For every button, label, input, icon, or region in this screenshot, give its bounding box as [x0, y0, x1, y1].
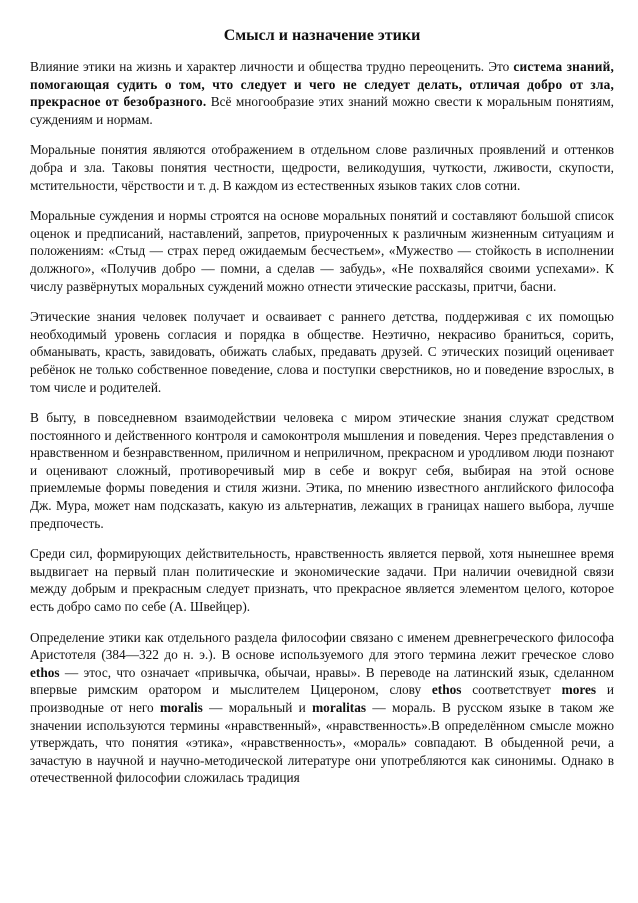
paragraph-7-text-d: и производные от него	[30, 682, 615, 715]
term-ethos: ethos	[30, 664, 60, 680]
paragraph-7	[30, 629, 614, 787]
paragraph-3: Моральные суждения и нормы строятся на основе моральных понятий и составляют большой список оценок и предписаний, наставлений, запретов, приуроченных к различным жизненным ситуациям и положениям: «Стыд — страх перед ожидаемым бесчестьем», «Мужество — стойкость в исполнении должного», «Получив добро — помни, а сделав — забудь», «Не похваляйся своими успехами». К числу развёрнутых моральных суждений можно отнести этические рассказы, притчи, басни.	[30, 208, 614, 294]
paragraph-2: Моральные понятия являются отображением в отдельном слове различных проявлений и оттенков добра и зла. Таковы понятия честности, щедрости, великодушия, чуткости, лживости, скупости, мстительности, чёрствости и т. д. В каждом из естественных языков таких слов сотни.	[30, 142, 614, 193]
paragraph-6: Среди сил, формирующих действительность, нравственность является первой, хотя нынешнее время выдвигает на первый план политические и экономические задачи. При наличии очевидной связи между добрым и прекрасным следует признать, что прекрасное является элементом целого, которое есть добро само по себе (А. Швейцер).	[30, 546, 614, 615]
paragraph-7-text-e: — моральный и	[202, 700, 313, 715]
paragraph-4: Этические знания человек получает и осваивает с раннего детства, поддерживая с их помощью необходимый уровень согласия и порядка в обществе. Неэтично, некрасиво браниться, сорить, обманывать, красть, завидовать, обижать слабых, предавать друзей. С этических позиций оценивает ребёнок не только собственное поведение, слова и поступки сверстников, но и поведение взрослых, в том числе и родителей.	[30, 309, 614, 395]
paragraph-7-text-b: — этос, что означает «привычка, обычаи, нравы». В переводе на латинский язык, сделанном впервые римским оратором и мыслителем Цицероном, слову	[30, 664, 614, 698]
paragraph-7-text-c: соответствует	[461, 682, 562, 698]
term-moralis: moralis	[159, 700, 203, 715]
paragraph-7-text-f: — мораль. В русском языке в таком же значении используются термины «нравственный», «нравственность».В определённом смысле можно утверждать, что понятия «этика», «нравственность», «мораль» совпадают. В обыденной речи, а зачастую в научной и научно-методической литературе они употребляются как синонимы. Однако в отечественной философии сложилась традиция	[30, 700, 615, 786]
term-ethos-second: ethos	[431, 682, 462, 698]
term-moralitas: moralitas	[312, 700, 367, 715]
paragraph-5: В быту, в повседневном взаимодействии человека с миром этические знания служат средством постоянного и действенного контроля и самоконтроля мышления и поведения. Через представления о нравственном и безнравственном, приличном и неприличном, прекрасном и уродливом люди познают и оценивают сложный, противоречивый мир в себе и вокруг себя, выбирая на этой основе приемлемые формы поведения и стиля жизни. Этика, по мнению известного английского философа Дж. Мура, может нам подсказать, какую из альтернатив, лежащих в границах нашего выбора, лучше предпочесть.	[30, 410, 614, 531]
paragraph-7-text-a: Определение этики как отдельного раздела философии связано с именем древнегреческого философа Аристотеля (384—322 до н. э.). В основе используемого для этого термина лежит греческое слово	[30, 629, 614, 663]
term-mores: mores	[561, 682, 597, 698]
paragraph-1-bold-definition: система знаний, помогающая судить о том, что следует и чего не следует делать, отличая добро от зла, прекрасное от безобразного.	[30, 59, 614, 110]
document-title: Смысл и назначение этики	[223, 27, 421, 44]
paragraph-1-text-c: Всё многообразие этих знаний можно свести к моральным понятиям, суждениям и нормам.	[30, 94, 614, 127]
paragraph-1	[30, 58, 614, 128]
paragraph-1-text-a: Влияние этики на жизнь и характер личности и общества трудно переоценить. Это	[30, 59, 514, 74]
